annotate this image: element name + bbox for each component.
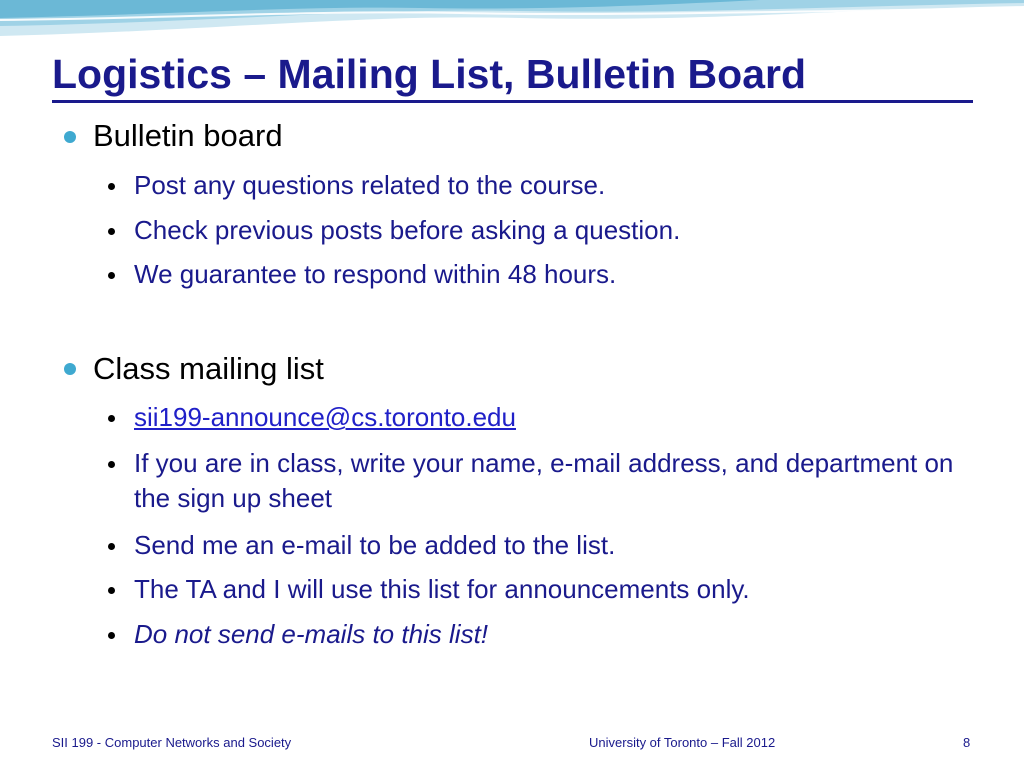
footer-page-number: 8 xyxy=(963,735,971,750)
bullet-icon xyxy=(108,415,115,422)
slide-title: Logistics – Mailing List, Bulletin Board xyxy=(52,51,807,97)
section-heading-mailing-list: Class mailing list xyxy=(93,351,324,386)
bulletin-item-2: Check previous posts before asking a question. xyxy=(134,215,681,245)
bullet-icon xyxy=(64,131,76,143)
footer-institution: University of Toronto – Fall 2012 xyxy=(589,735,776,750)
bullet-icon xyxy=(108,632,115,639)
bulletin-item-3: We guarantee to respond within 48 hours. xyxy=(134,259,617,289)
footer-course: SII 199 - Computer Networks and Society xyxy=(52,735,292,750)
mailing-list-item-4: The TA and I will use this list for announcements only. xyxy=(134,574,750,604)
section-heading-bulletin-board: Bulletin board xyxy=(93,118,283,153)
bullet-icon xyxy=(108,228,115,235)
mailing-list-item-5: Do not send e-mails to this list! xyxy=(134,619,489,649)
mailing-list-item-2: If you are in class, write your name, e-mail address, and department on the sign up sheet xyxy=(134,448,954,513)
bullet-icon xyxy=(108,543,115,550)
bullet-icon xyxy=(108,183,115,190)
bullet-icon xyxy=(108,272,115,279)
mailing-list-email-link[interactable]: sii199-announce@cs.toronto.edu xyxy=(134,402,516,432)
mailing-list-item-3: Send me an e-mail to be added to the list. xyxy=(134,530,616,560)
mailing-list-item-email xyxy=(134,400,954,435)
bulletin-item-1: Post any questions related to the course. xyxy=(134,170,606,200)
bullet-icon xyxy=(64,363,76,375)
bullet-icon xyxy=(108,461,115,468)
bullet-icon xyxy=(108,587,115,594)
